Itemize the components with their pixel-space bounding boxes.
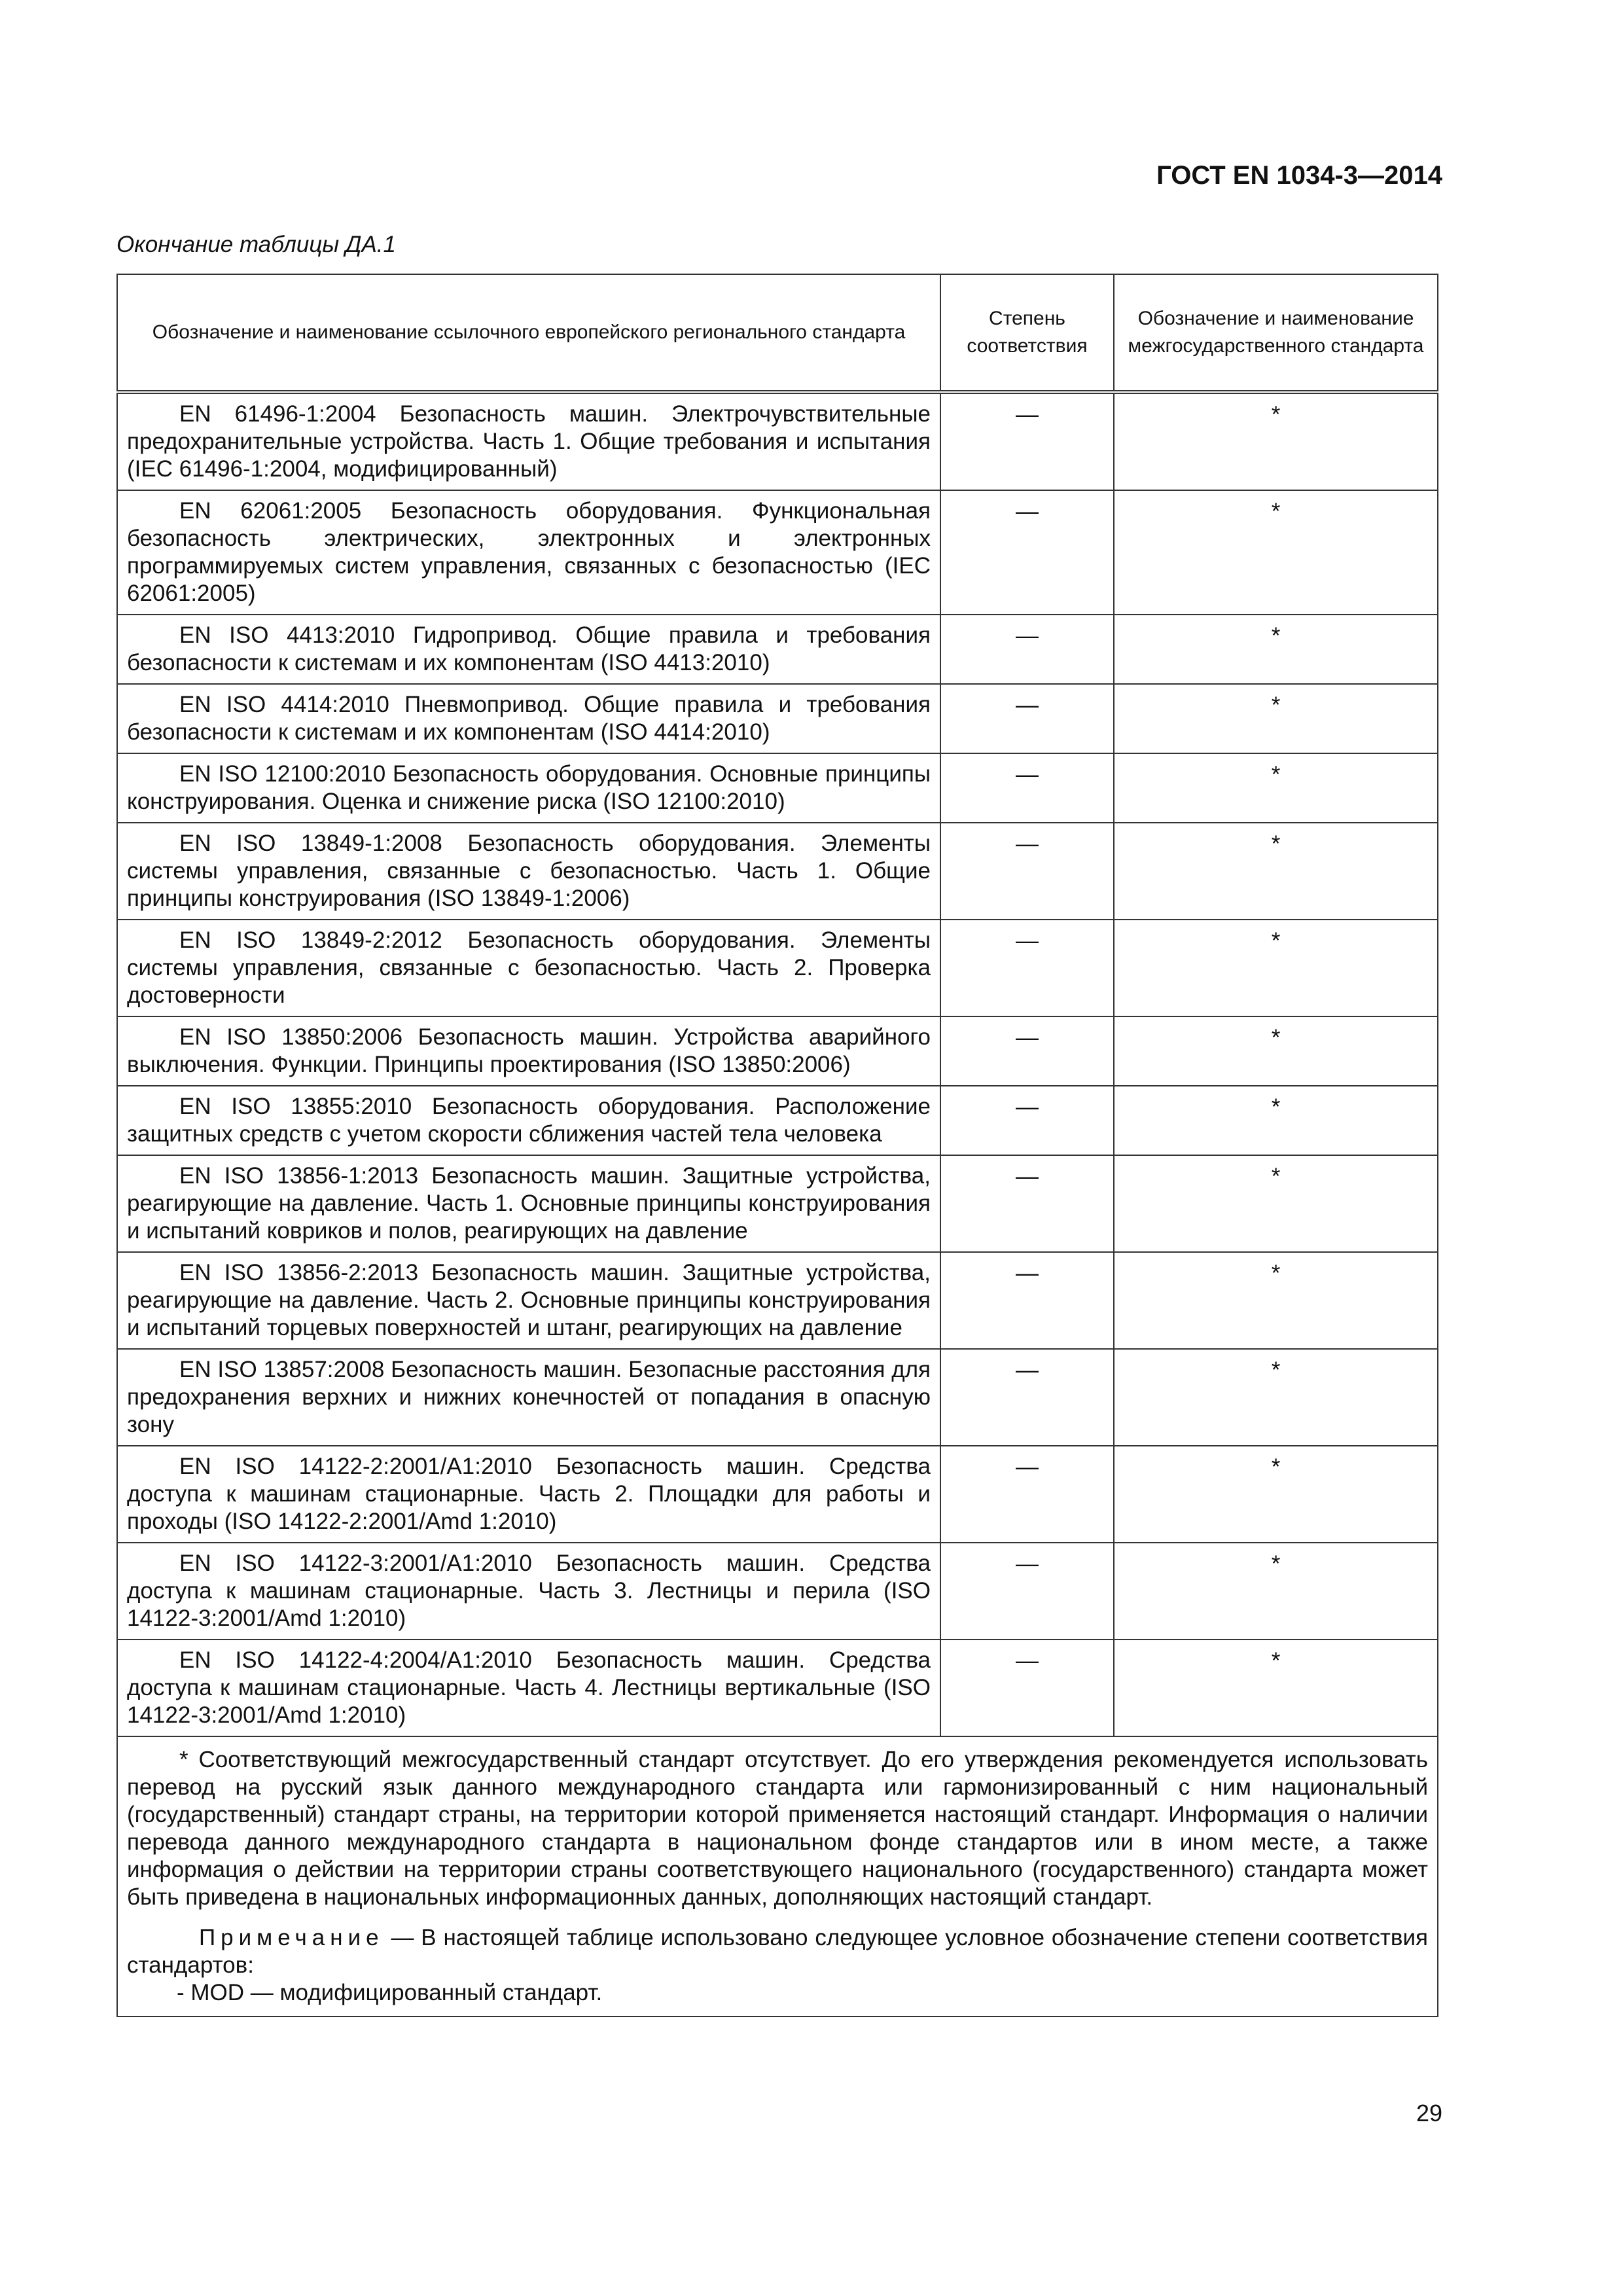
- reference-cell: EN ISO 14122-2:2001/A1:2010 Безопасность машин. Средства доступа к машинам стационарные. Часть 2. Площадки для работы и проходы (ISO 14122-2:2001/Amd 1:2010): [117, 1446, 940, 1543]
- reference-cell: EN ISO 4414:2010 Пневмопривод. Общие правила и требования безопасности к системам и их компонентам (ISO 4414:2010): [117, 684, 940, 753]
- table-row: [117, 490, 1438, 615]
- reference-cell: EN ISO 13849-1:2008 Безопасность оборудования. Элементы системы управления, связанные с безопасностью. Часть 1. Общие принципы конструирования (ISO 13849-1:2006): [117, 823, 940, 920]
- note: [127, 1924, 1428, 1979]
- reference-cell: EN ISO 13857:2008 Безопасность машин. Безопасные расстояния для предохранения верхних и нижних конечностей от попадания в опасную зону: [117, 1349, 940, 1446]
- degree-cell: —: [940, 615, 1114, 684]
- degree-cell: —: [940, 1155, 1114, 1252]
- interstate-cell: *: [1114, 1640, 1438, 1736]
- reference-cell: EN ISO 13856-2:2013 Безопасность машин. Защитные устройства, реагирующие на давление. Часть 2. Основные принципы конструирования и испытаний торцевых поверхностей и штанг, реагирующих на давление: [117, 1252, 940, 1349]
- interstate-cell: *: [1114, 1252, 1438, 1349]
- reference-cell: EN 61496-1:2004 Безопасность машин. Электрочувствительные предохранительные устройства. Часть 1. Общие требования и испытания (IEC 61496-1:2004, модифицированный): [117, 392, 940, 490]
- table-row: [117, 753, 1438, 823]
- table-caption: Окончание таблицы ДА.1: [116, 232, 396, 257]
- column-header-reference: Обозначение и наименование ссылочного европейского регионального стандарта: [117, 274, 940, 392]
- table-row: [117, 1016, 1438, 1086]
- degree-cell: —: [940, 753, 1114, 823]
- table-row: [117, 920, 1438, 1016]
- column-header-degree: Степень соответствия: [940, 274, 1114, 392]
- interstate-cell: *: [1114, 490, 1438, 615]
- table-header-row: [117, 274, 1438, 392]
- interstate-cell: *: [1114, 1446, 1438, 1543]
- reference-cell: EN ISO 14122-3:2001/A1:2010 Безопасность машин. Средства доступа к машинам стационарные. Часть 3. Лестницы и перила (ISO 14122-3:2001/Amd 1:2010): [117, 1543, 940, 1640]
- page-number: 29: [1416, 2100, 1442, 2126]
- degree-cell: —: [940, 920, 1114, 1016]
- table-row: [117, 1155, 1438, 1252]
- degree-cell: —: [940, 1016, 1114, 1086]
- notes-cell: [117, 1736, 1438, 2017]
- reference-cell: EN ISO 12100:2010 Безопасность оборудования. Основные принципы конструирования. Оценка и снижение риска (ISO 12100:2010): [117, 753, 940, 823]
- table-row: [117, 823, 1438, 920]
- interstate-cell: *: [1114, 753, 1438, 823]
- column-header-interstate: Обозначение и наименование межгосударственного стандарта: [1114, 274, 1438, 392]
- interstate-cell: *: [1114, 920, 1438, 1016]
- note-label: Примечание: [199, 1925, 384, 1950]
- table-row: [117, 615, 1438, 684]
- degree-cell: —: [940, 392, 1114, 490]
- table-row: [117, 1446, 1438, 1543]
- table-row: [117, 1252, 1438, 1349]
- interstate-cell: *: [1114, 1086, 1438, 1155]
- table-row: [117, 392, 1438, 490]
- note-text: — В настоящей таблице использовано следующее условное обозначение степени соответствия стандартов:: [127, 1925, 1428, 1978]
- reference-table: [116, 274, 1438, 2017]
- reference-cell: EN ISO 13849-2:2012 Безопасность оборудования. Элементы системы управления, связанные с безопасностью. Часть 2. Проверка достоверности: [117, 920, 940, 1016]
- degree-cell: —: [940, 1086, 1114, 1155]
- interstate-cell: *: [1114, 1543, 1438, 1640]
- footnote: * Соответствующий межгосударственный стандарт отсутствует. До его утверждения рекомендуется использовать перевод на русский язык данного международного стандарта или гармонизированный с ним национальный (государственный) стандарт страны, на территории которой применяется настоящий стандарт. Информация о наличии перевода данного международного стандарта в национальном фонде стандартов или в ином месте, а также информация о действии на территории страны соответствующего национального (государственного) стандарта может быть приведена в национальных информационных данных, дополняющих настоящий стандарт.: [127, 1747, 1428, 1910]
- degree-cell: —: [940, 823, 1114, 920]
- reference-cell: EN ISO 14122-4:2004/A1:2010 Безопасность машин. Средства доступа к машинам стационарные. Часть 4. Лестницы вертикальные (ISO 14122-3:2001/Amd 1:2010): [117, 1640, 940, 1736]
- interstate-cell: *: [1114, 392, 1438, 490]
- reference-cell: EN ISO 13856-1:2013 Безопасность машин. Защитные устройства, реагирующие на давление. Часть 1. Основные принципы конструирования и испытаний ковриков и полов, реагирующих на давление: [117, 1155, 940, 1252]
- interstate-cell: *: [1114, 1349, 1438, 1446]
- degree-cell: —: [940, 1252, 1114, 1349]
- interstate-cell: *: [1114, 684, 1438, 753]
- degree-cell: —: [940, 1543, 1114, 1640]
- interstate-cell: *: [1114, 615, 1438, 684]
- interstate-cell: *: [1114, 1155, 1438, 1252]
- reference-cell: EN ISO 13850:2006 Безопасность машин. Устройства аварийного выключения. Функции. Принципы проектирования (ISO 13850:2006): [117, 1016, 940, 1086]
- reference-cell: EN ISO 4413:2010 Гидропривод. Общие правила и требования безопасности к системам и их компонентам (ISO 4413:2010): [117, 615, 940, 684]
- document-id: ГОСТ EN 1034-3—2014: [1156, 161, 1442, 190]
- note-item: - MOD — модифицированный стандарт.: [177, 1980, 603, 2005]
- interstate-cell: *: [1114, 1016, 1438, 1086]
- table-row: [117, 1349, 1438, 1446]
- degree-cell: —: [940, 1349, 1114, 1446]
- interstate-cell: *: [1114, 823, 1438, 920]
- reference-cell: EN 62061:2005 Безопасность оборудования. Функциональная безопасность электрических, электронных и электронных программируемых систем управления, связанных с безопасностью (IEC 62061:2005): [117, 490, 940, 615]
- reference-cell: EN ISO 13855:2010 Безопасность оборудования. Расположение защитных средств с учетом скорости сближения частей тела человека: [117, 1086, 940, 1155]
- table-row: [117, 684, 1438, 753]
- table-row: [117, 1543, 1438, 1640]
- degree-cell: —: [940, 490, 1114, 615]
- degree-cell: —: [940, 684, 1114, 753]
- notes-row: [117, 1736, 1438, 2017]
- degree-cell: —: [940, 1446, 1114, 1543]
- degree-cell: —: [940, 1640, 1114, 1736]
- table-row: [117, 1086, 1438, 1155]
- table-row: [117, 1640, 1438, 1736]
